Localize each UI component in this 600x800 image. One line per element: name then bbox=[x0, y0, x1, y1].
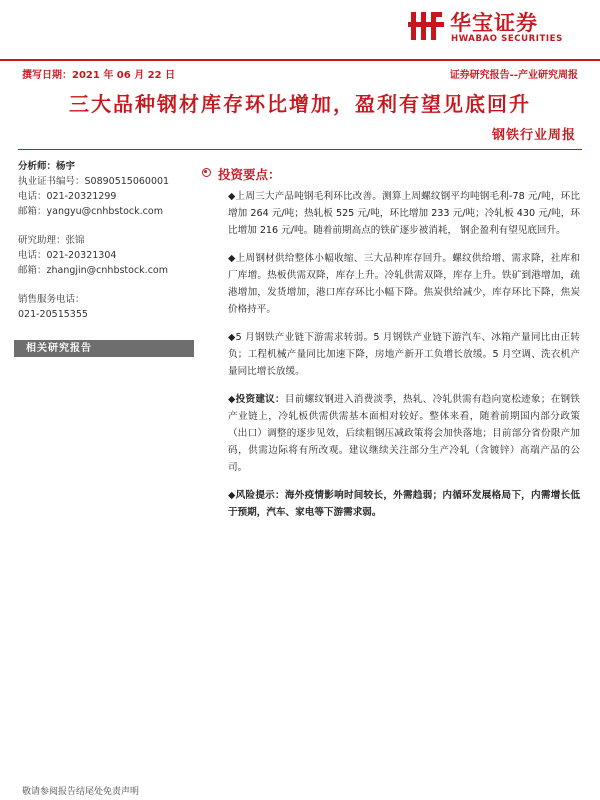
risk-warning bbox=[228, 487, 580, 521]
assistant-name: 研究助理：张锦 bbox=[18, 235, 85, 246]
company-logo bbox=[408, 6, 578, 50]
meta-row bbox=[0, 66, 600, 80]
sales-label: 销售服务电话： bbox=[18, 294, 85, 305]
title-divider bbox=[18, 149, 582, 150]
risk-label: ◆风险提示： bbox=[228, 490, 285, 501]
report-title: 三大品种钢材库存环比增加，盈利有望见底回升 bbox=[69, 92, 531, 116]
investment-advice bbox=[228, 391, 580, 476]
key-points-heading: 投资要点： bbox=[218, 167, 281, 182]
brand-name-cn: 华宝证券 bbox=[450, 11, 538, 35]
analyst-license: 执业证书编号：S0890515060001 bbox=[18, 176, 170, 187]
report-date: 撰写日期：2021 年 06 月 22 日 bbox=[22, 70, 176, 81]
analyst-info bbox=[18, 159, 190, 322]
report-type: 证券研究报告--产业研究周报 bbox=[449, 70, 578, 81]
key-point-item: ◆上周钢材供给整体小幅收缩、三大品种库存回升。螺纹供给增、需求降，社库和厂库增。热板供需双降，库存上升。冷轧供需双降，库存上升。铁矿到港增加，疏港增加，发货增加，港口库存环比小幅下降。焦炭供给减少，库存环比下降，焦炭价格持平。 bbox=[228, 253, 580, 315]
hwabao-logo-icon bbox=[408, 8, 444, 44]
header-divider bbox=[0, 59, 600, 61]
target-bullet-icon bbox=[202, 168, 211, 177]
assistant-email[interactable]: 邮箱：zhangjin@cnhbstock.com bbox=[18, 265, 168, 276]
analyst-email[interactable]: 邮箱：yangyu@cnhbstock.com bbox=[18, 206, 163, 217]
key-points-body bbox=[228, 188, 580, 532]
advice-text: 目前螺纹钢进入消费淡季，热轧、冷轧供需有趋向宽松迹象；在钢铁产业链上，冷轧板供需供需基本面相对较好。整体来看，随着前期国内部分政策（出口）调整的逐步见效，后续粗钢压减政策将会加快落地；目前部分省份限产加码，供需边际将有所改观。建议继续关注部分生产冷轧（含镀锌）高端产品的公司。 bbox=[228, 394, 581, 473]
advice-label: ◆投资建议： bbox=[228, 394, 285, 405]
brand-name-en: HWABAO SECURITIES bbox=[451, 34, 563, 44]
assistant-phone: 电话：021-20321304 bbox=[18, 250, 117, 261]
analyst-name: 分析师：杨宇 bbox=[18, 161, 76, 172]
related-reports-header: 相关研究报告 bbox=[14, 340, 194, 357]
analyst-phone: 电话：021-20321299 bbox=[18, 191, 117, 202]
key-point-item: ◆上周三大产品吨钢毛利环比改善。测算上周螺纹钢平均吨钢毛利-78 元/吨，环比增加 264 元/吨；热轧板 525 元/吨，环比增加 233 元/吨；冷轧板 430 元/吨，环比增加 216 元/吨。随着前期高点的铁矿逐步被消耗， 钢企盈利有望见底回升。 bbox=[228, 191, 580, 236]
risk-text: 海外疫情影响时间较长，外需趋弱；内循环发展格局下，内需增长低于预期，汽车、家电等下游需求弱。 bbox=[228, 490, 581, 518]
disclaimer-footer: 敬请参阅报告结尾处免责声明 bbox=[22, 787, 140, 797]
sales-phone: 021-20515355 bbox=[18, 309, 88, 320]
key-point-item: ◆5 月钢铁产业链下游需求转弱。5 月钢铁产业链下游汽车、冰箱产量同比由正转负；工程机械产量同比加速下降，房地产新开工负增长放缓。5 月空调、洗衣机产量同比增长放缓。 bbox=[228, 332, 580, 377]
industry-label: 钢铁行业周报 bbox=[491, 128, 576, 143]
